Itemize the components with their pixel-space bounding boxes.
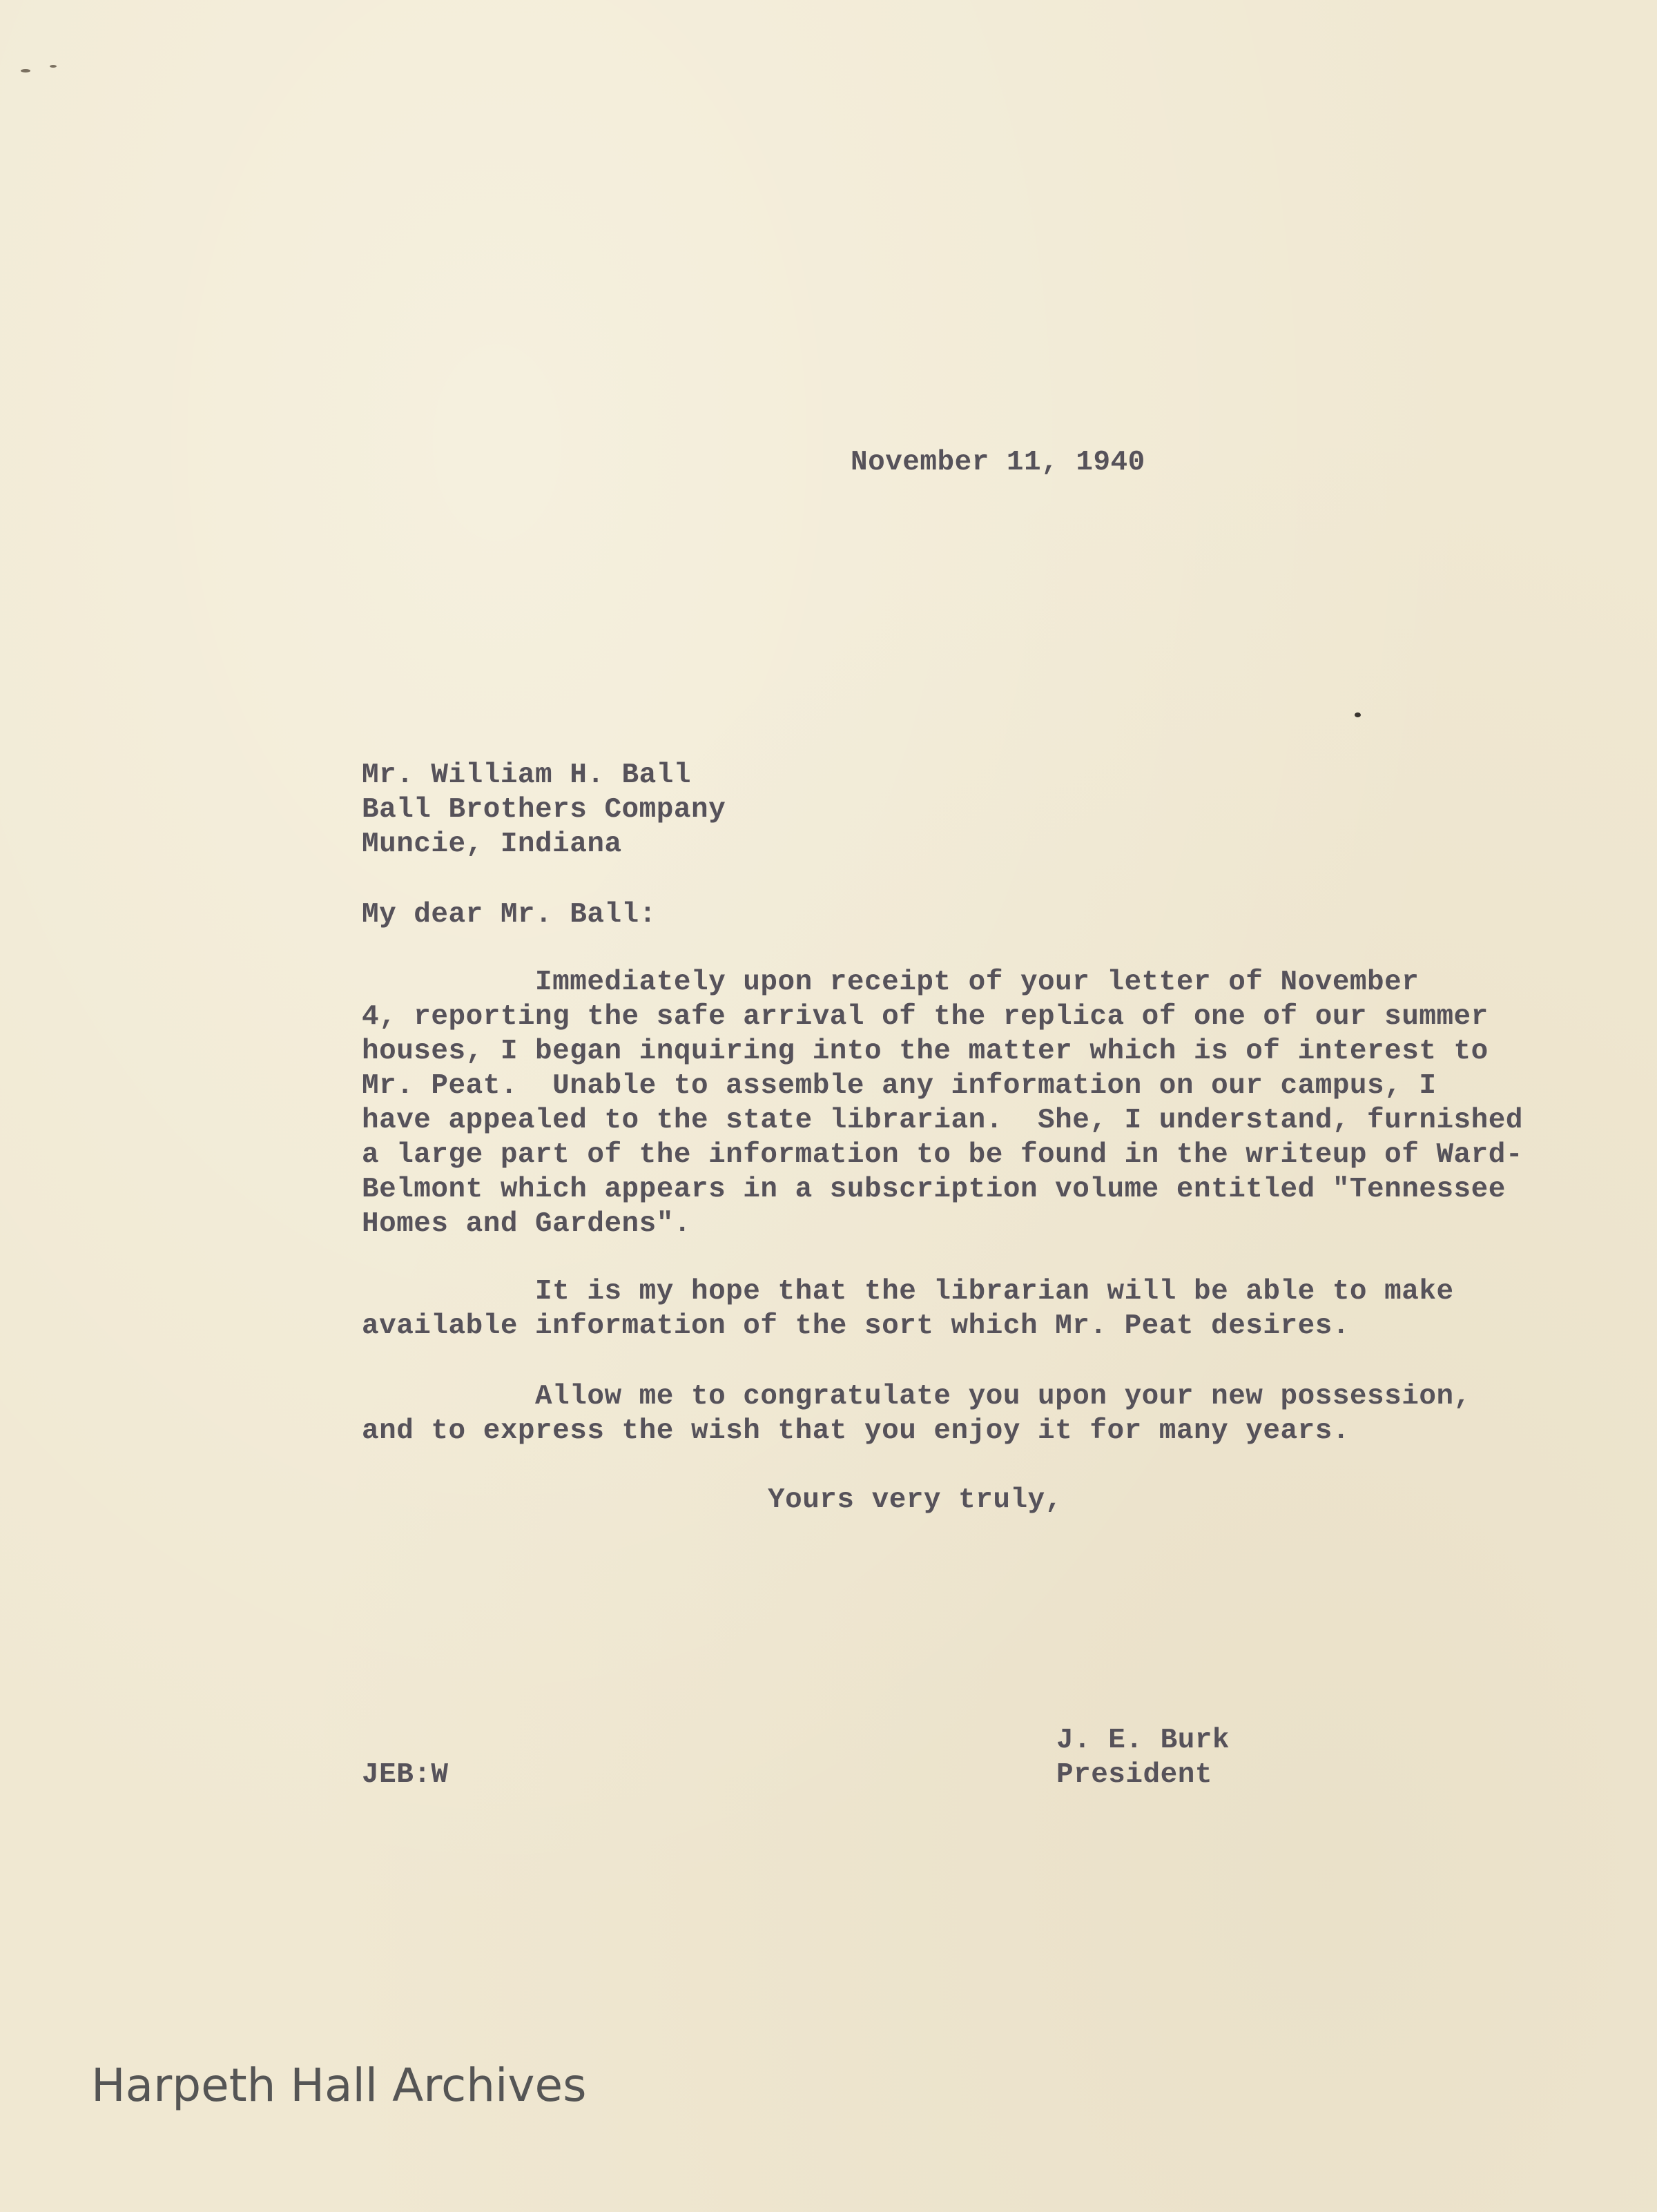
body-line: and to express the wish that you enjoy it for many years. (362, 1415, 1350, 1447)
body-line: available information of the sort which Mr. Peat desires. (362, 1310, 1350, 1342)
body-line: have appealed to the state librarian. She, I understand, furnished (362, 1105, 1523, 1136)
body-line: a large part of the information to be found in the writeup of Ward- (362, 1139, 1523, 1171)
body-line: 4, reporting the safe arrival of the replica of one of our summer (362, 1001, 1489, 1033)
recipient-company: Ball Brothers Company (362, 794, 726, 826)
body-line: Belmont which appears in a subscription volume entitled "Tennessee (362, 1174, 1506, 1205)
salutation: My dear Mr. Ball: (362, 899, 657, 931)
letter-date: November 11, 1940 (851, 447, 1145, 478)
body-line: Allow me to congratulate you upon your new possession, (362, 1381, 1471, 1413)
recipient-name: Mr. William H. Ball (362, 759, 691, 791)
paper-speck (50, 65, 57, 68)
body-line: Mr. Peat. Unable to assemble any information on our campus, I (362, 1070, 1437, 1102)
paper-speck (1355, 712, 1361, 717)
paper-speck (21, 69, 30, 72)
body-line: Immediately upon receipt of your letter of November (362, 967, 1419, 998)
reference-initials: JEB:W (362, 1759, 449, 1791)
signer-title: President (1056, 1759, 1212, 1791)
archive-watermark: Harpeth Hall Archives (91, 2059, 587, 2112)
signer-name: J. E. Burk (1056, 1725, 1230, 1756)
recipient-city: Muncie, Indiana (362, 828, 622, 860)
body-line: houses, I began inquiring into the matter which is of interest to (362, 1036, 1489, 1067)
complimentary-close: Yours very truly, (768, 1484, 1063, 1516)
body-line: Homes and Gardens". (362, 1208, 691, 1240)
body-line: It is my hope that the librarian will be able to make (362, 1276, 1454, 1308)
